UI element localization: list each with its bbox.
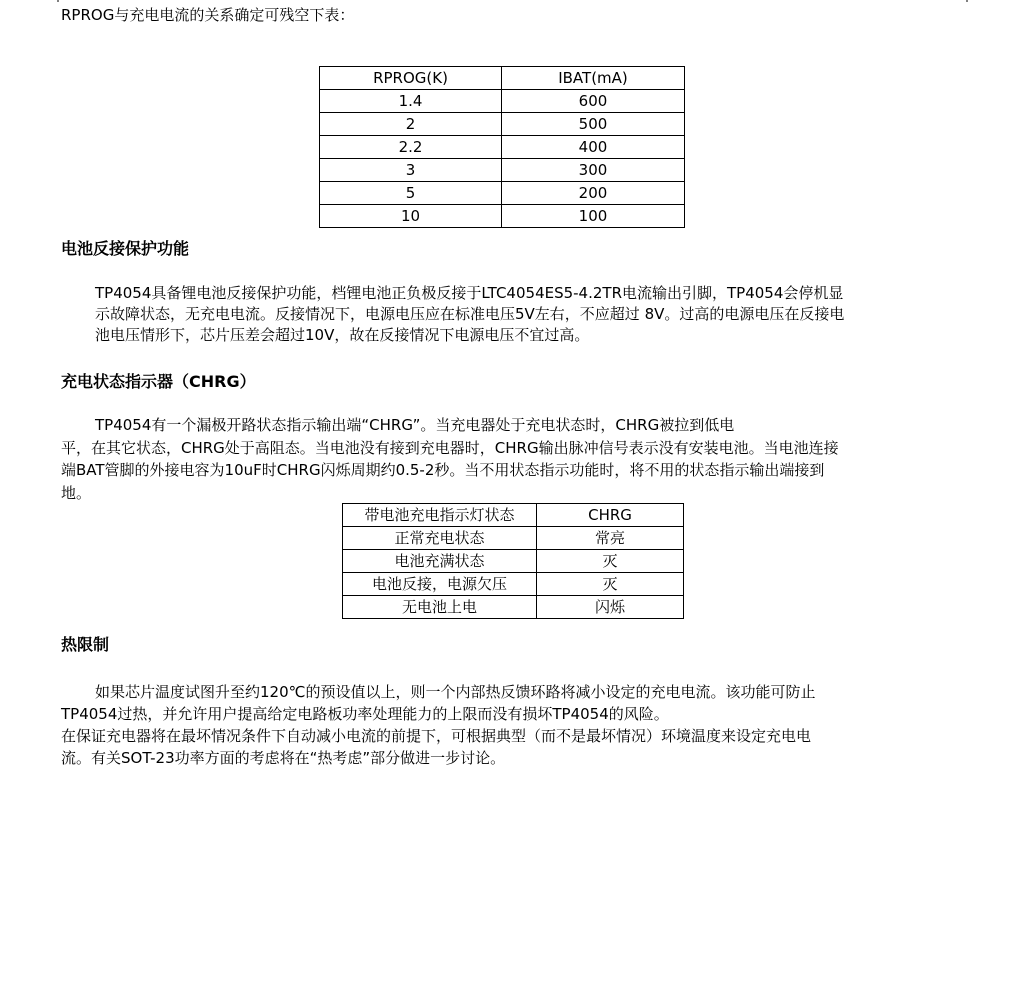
section-heading-reverse-protection: 电池反接保护功能 <box>61 239 190 258</box>
table-row <box>343 527 684 550</box>
paragraph-line: 流。有关SOT-23功率方面的考虑将在“热考虑”部分做进一步讨论。 <box>61 749 506 767</box>
section-heading-chrg-indicator: 充电状态指示器（CHRG） <box>61 372 256 391</box>
table-cell: 1.4 <box>320 90 502 113</box>
table-header-row <box>343 504 684 527</box>
table-cell: 100 <box>502 205 685 228</box>
table-cell: 3 <box>320 159 502 182</box>
table-header-row <box>320 67 685 90</box>
paragraph-line: 池电压情形下，芯片压差会超过10V，故在反接情况下电源电压不宜过高。 <box>95 326 590 344</box>
paragraph-line: 平，在其它状态，CHRG处于高阻态。当电池没有接到充电器时，CHRG输出脉冲信号表示没有安装电池。当电池连接 <box>61 439 839 457</box>
rprog-table <box>319 66 685 228</box>
chrg-status-table <box>342 503 684 619</box>
table-cell: 常亮 <box>537 527 684 550</box>
crop-mark-left <box>57 0 59 2</box>
table-cell: 5 <box>320 182 502 205</box>
table-cell: 2 <box>320 113 502 136</box>
table-row <box>320 205 685 228</box>
section-heading-thermal-limit: 热限制 <box>61 635 110 654</box>
table-row <box>343 596 684 619</box>
table-row <box>343 550 684 573</box>
table-row <box>320 159 685 182</box>
table-row <box>320 113 685 136</box>
table-row <box>320 90 685 113</box>
paragraph-line: 端BAT管脚的外接电容为10uF时CHRG闪烁周期约0.5-2秒。当不用状态指示功能时，将不用的状态指示输出端接到 <box>61 461 825 479</box>
crop-mark-right <box>966 0 968 2</box>
paragraph-line: TP4054有一个漏极开路状态指示输出端“CHRG”。当充电器处于充电状态时，CHRG被拉到低电 <box>95 416 735 434</box>
paragraph-line: TP4054具备锂电池反接保护功能，档锂电池正负极反接于LTC4054ES5-4.2TR电流输出引脚，TP4054会停机显 <box>95 284 844 302</box>
table-cell: 500 <box>502 113 685 136</box>
table-cell: 10 <box>320 205 502 228</box>
table-cell: 无电池上电 <box>343 596 537 619</box>
table-header-cell: RPROG(K) <box>320 67 502 90</box>
paragraph-line: 在保证充电器将在最坏情况条件下自动减小电流的前提下，可根据典型（而不是最坏情况）环境温度来设定充电电 <box>61 727 812 745</box>
table-header-cell: 带电池充电指示灯状态 <box>343 504 537 527</box>
table-row <box>343 573 684 596</box>
table-cell: 闪烁 <box>537 596 684 619</box>
table-header-cell: IBAT(mA) <box>502 67 685 90</box>
paragraph-line: 地。 <box>61 484 92 502</box>
table-cell: 300 <box>502 159 685 182</box>
table-cell: 电池反接，电源欠压 <box>343 573 537 596</box>
table-row <box>320 182 685 205</box>
paragraph-line: TP4054过热，并允许用户提高给定电路板功率处理能力的上限而没有损坏TP4054的风险。 <box>61 705 669 723</box>
table-cell: 200 <box>502 182 685 205</box>
table-cell: 600 <box>502 90 685 113</box>
table-cell: 400 <box>502 136 685 159</box>
table-row <box>320 136 685 159</box>
table-header-cell: CHRG <box>537 504 684 527</box>
table-cell: 灭 <box>537 550 684 573</box>
table-cell: 电池充满状态 <box>343 550 537 573</box>
table-cell: 正常充电状态 <box>343 527 537 550</box>
table-cell: 2.2 <box>320 136 502 159</box>
table-cell: 灭 <box>537 573 684 596</box>
intro-text: RPROG与充电电流的关系确定可残空下表： <box>61 6 355 24</box>
paragraph-line: 如果芯片温度试图升至约120℃的预设值以上，则一个内部热反馈环路将减小设定的充电电流。该功能可防止 <box>95 683 816 701</box>
paragraph-line: 示故障状态，无充电电流。反接情况下，电源电压应在标准电压5V左右，不应超过 8V。过高的电源电压在反接电 <box>95 305 845 323</box>
